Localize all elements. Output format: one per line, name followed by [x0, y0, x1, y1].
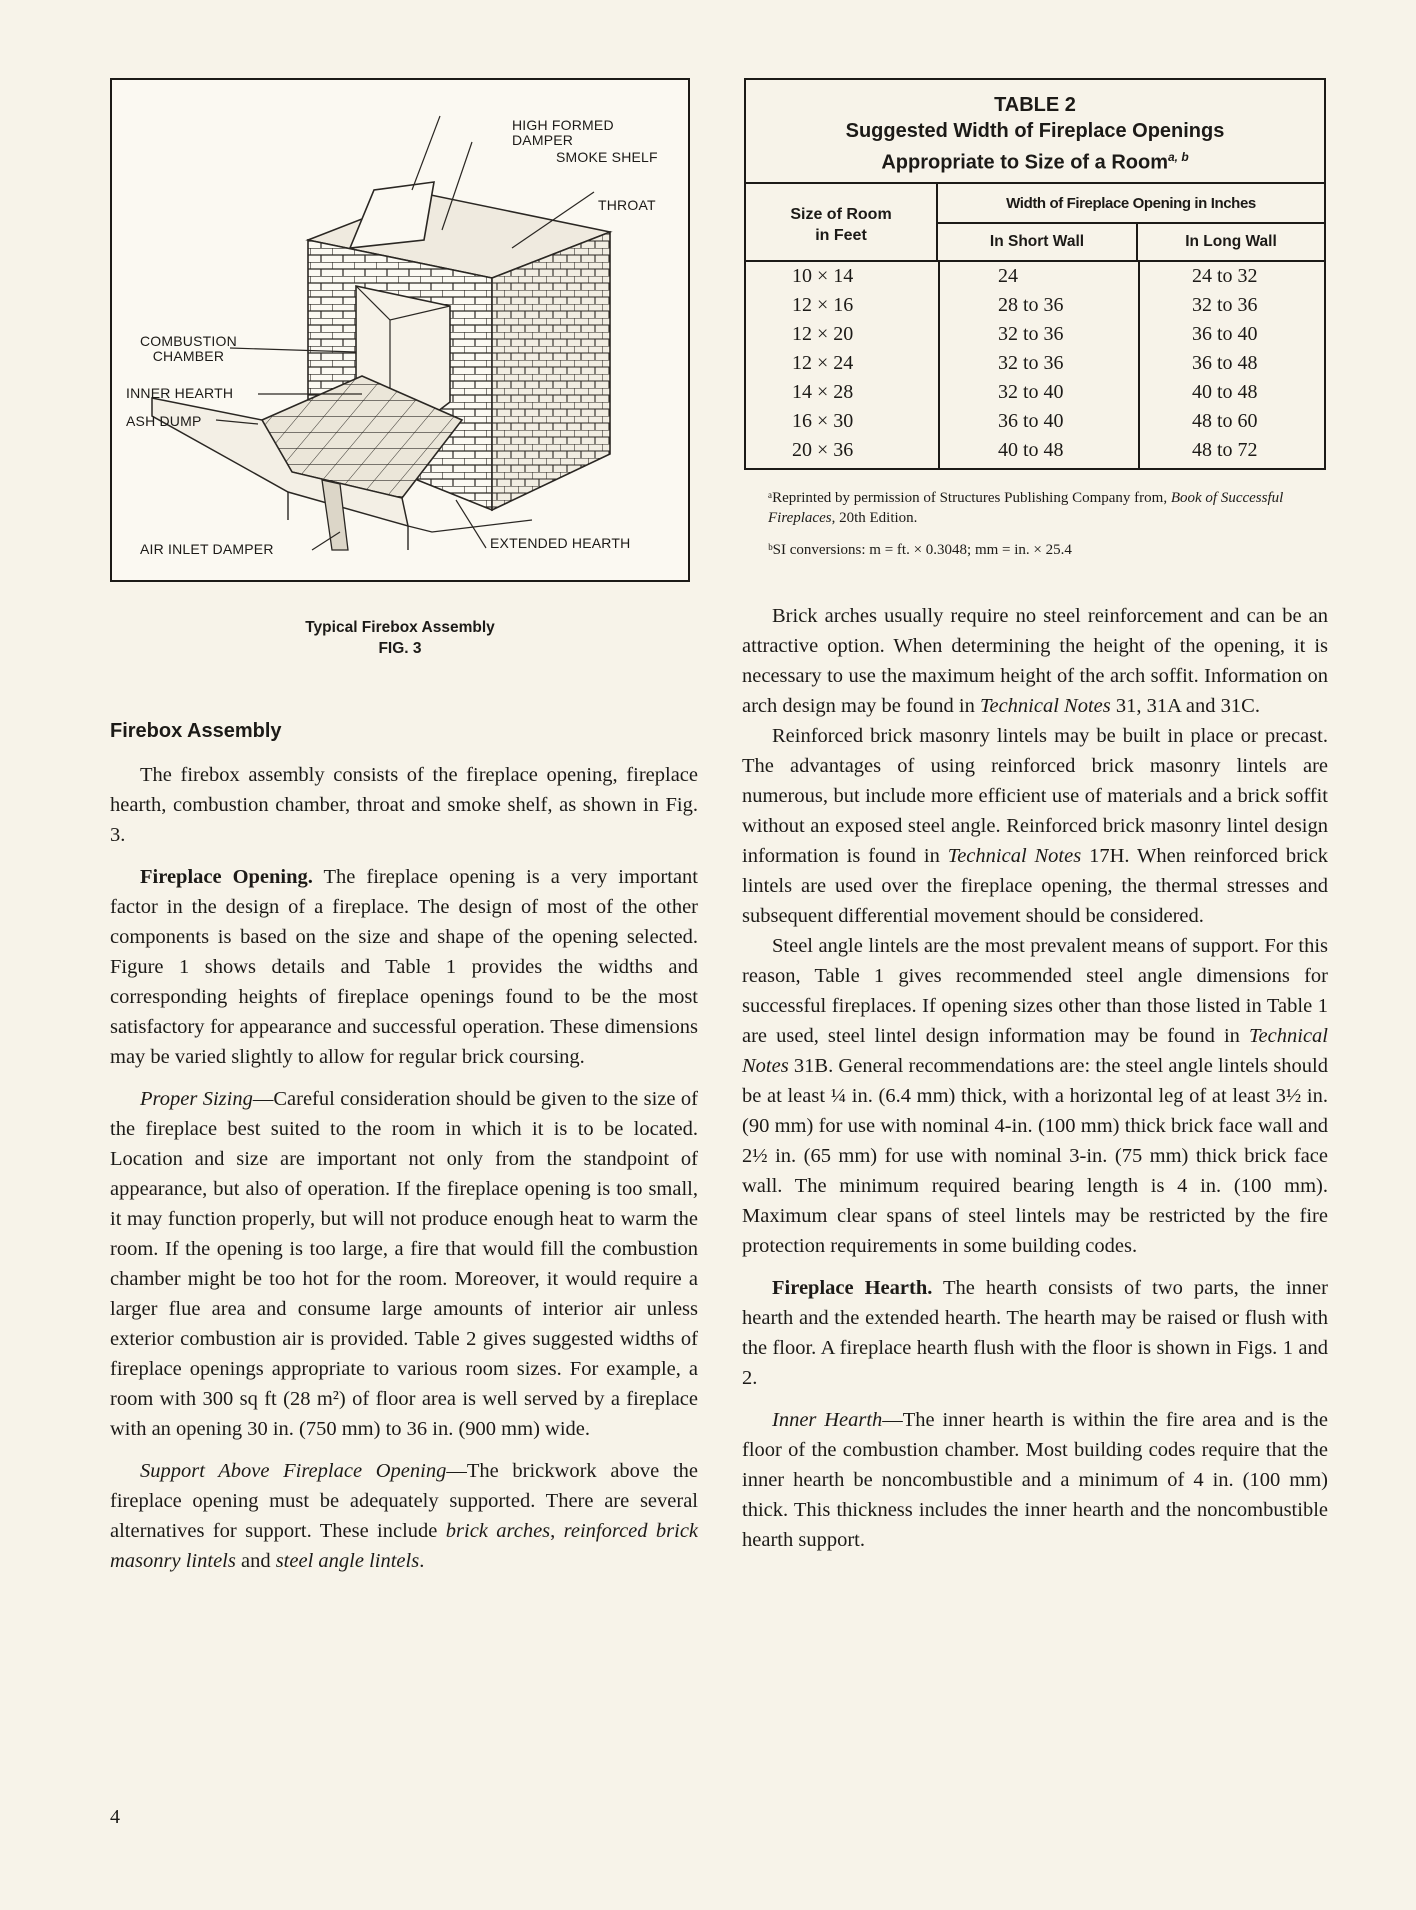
- label-throat: THROAT: [598, 197, 656, 213]
- label-ash-dump: ASH DUMP: [126, 413, 202, 429]
- table-row: 12 × 24 32 to 36 36 to 48: [792, 352, 1258, 374]
- paragraph: Fireplace Opening. The fireplace opening is a very important factor in the design of a fireplace. The design of most of the other components is based on the size and shape of the opening selected. Figure 1 shows details and Table 1 provides the widths and corresponding heights of fireplace openings found to be the most satisfactory for appearance and successful operation. These dimensions may be varied slightly to allow for regular brick coursing.: [110, 866, 698, 1068]
- paragraph: Support Above Fireplace Opening—The brickwork above the fireplace opening must be adequately supported. There are several alternatives for support. These include brick arches, reinforced brick masonry lintels and steel angle lintels.: [110, 1460, 699, 1572]
- right-column: [742, 601, 1328, 1555]
- paragraph: The firebox assembly consists of the fireplace opening, fireplace hearth, combustion chamber, throat and smoke shelf, as shown in Fig. 3.: [110, 764, 698, 846]
- paragraph: Proper Sizing—Careful consideration should be given to the size of the fireplace best suited to the room in which it is to be located. Location and size are important not only from the standpoint of appearance, but also of operation. If the fireplace opening is too small, it may function properly, but will not produce enough heat to warm the room. If the opening is too large, a fire that would fill the combustion chamber might be too hot for the room. Moreover, it would require a larger flue area and consume large amounts of interior air unless exterior combustion air is provided. Table 2 gives suggested widths of fireplace openings appropriate to various room sizes. For example, a room with 300 sq ft (28 m²) of floor area is well served by a fireplace with an opening 30 in. (750 mm) to 36 in. (900 mm) wide.: [110, 1088, 698, 1440]
- table-title: TABLE 2 Suggested Width of Fireplace Openings Appropriate to Size of a Room$^{a, b}$: [746, 80, 1324, 184]
- page-number: 4: [110, 1806, 120, 1828]
- header-long-wall: In Long Wall: [1185, 233, 1277, 250]
- table-row: 12 × 16 28 to 36 32 to 36: [792, 294, 1258, 316]
- firebox-figure: [110, 78, 690, 582]
- figure-caption-number: FIG. 3: [378, 640, 422, 657]
- label-smoke-shelf: SMOKE SHELF: [556, 149, 658, 165]
- figure-caption-title: Typical Firebox Assembly: [305, 619, 495, 636]
- paragraph: Reinforced brick masonry lintels may be built in place or precast. The advantages of using reinforced brick masonry lintels are numerous, but include more efficient use of materials and a brick soffit without an exposed steel angle. Reinforced brick masonry lintel design information is found in Technical Notes 17H. When reinforced brick lintels are used over the fireplace opening, the thermal stresses and subsequent differential movement should be considered.: [742, 725, 1328, 927]
- label-inner-hearth: INNER HEARTH: [126, 385, 234, 401]
- label-high-formed-damper: HIGH FORMED DAMPER: [512, 117, 614, 148]
- header-width: Width of Fireplace Opening in Inches: [938, 184, 1324, 224]
- paragraph: Fireplace Hearth. The hearth consists of two parts, the inner hearth and the extended hearth. The hearth may be raised or flush with the floor. A fireplace hearth flush with the floor is shown in Figs. 1 and 2.: [742, 1277, 1328, 1389]
- paragraph: Inner Hearth—The inner hearth is within the fire area and is the floor of the combustion chamber. Most building codes require that the inner hearth be noncombustible and a minimum of 4 in. (100 mm) thick. This thickness includes the inner hearth and the noncombustible hearth support.: [742, 1409, 1328, 1551]
- header-size-of-room: Size of Room in Feet: [746, 184, 938, 260]
- table-2: [744, 78, 1326, 470]
- paragraph: Steel angle lintels are the most prevalent means of support. For this reason, Table 1 gives recommended steel angle dimensions for successful fireplaces. If opening sizes other than those listed in Table 1 are used, steel lintel design information may be found in Technical Notes 31B. General recommendations are: the steel angle lintels should be at least ¼ in. (6.4 mm) thick, with a horizontal leg of at least 3½ in. (90 mm) for use with nominal 4-in. (100 mm) thick brick face wall and 2½ in. (65 mm) for use with nominal 3-in. (75 mm) thick brick face wall. The minimum required bearing length is 4 in. (100 mm). Maximum clear spans of steel lintels may be restricted by the fire protection requirements in some building codes.: [742, 935, 1328, 1257]
- label-combustion-chamber: COMBUSTION CHAMBER: [140, 333, 237, 364]
- table-footnote-a: ᵃReprinted by permission of Structures Publishing Company from, Book of Successful Fireplaces, 20th Edition.: [768, 490, 1284, 526]
- paragraph: Brick arches usually require no steel reinforcement and can be an attractive option. When determining the height of the opening, it is necessary to use the maximum height of the arch soffit. Information on arch design may be found in Technical Notes 31, 31A and 31C.: [742, 605, 1328, 717]
- table-row: 20 × 36 40 to 48 48 to 72: [792, 439, 1258, 461]
- header-short-wall: In Short Wall: [938, 224, 1138, 260]
- left-column: [110, 760, 698, 1576]
- label-extended-hearth: EXTENDED HEARTH: [490, 535, 631, 551]
- table-footnote-b: ᵇSI conversions: m = ft. × 0.3048; mm = in. × 25.4: [768, 542, 1072, 558]
- table-row: 14 × 28 32 to 40 40 to 48: [792, 381, 1258, 403]
- label-air-inlet-damper: AIR INLET DAMPER: [140, 541, 274, 557]
- table-header: [746, 184, 1324, 262]
- table-row: 10 × 14 24 24 to 32: [792, 265, 1258, 287]
- section-heading: Firebox Assembly: [110, 720, 282, 742]
- table-body: [746, 262, 1324, 465]
- table-row: 16 × 30 36 to 40 48 to 60: [792, 410, 1258, 432]
- table-row: 12 × 20 32 to 36 36 to 40: [792, 323, 1258, 345]
